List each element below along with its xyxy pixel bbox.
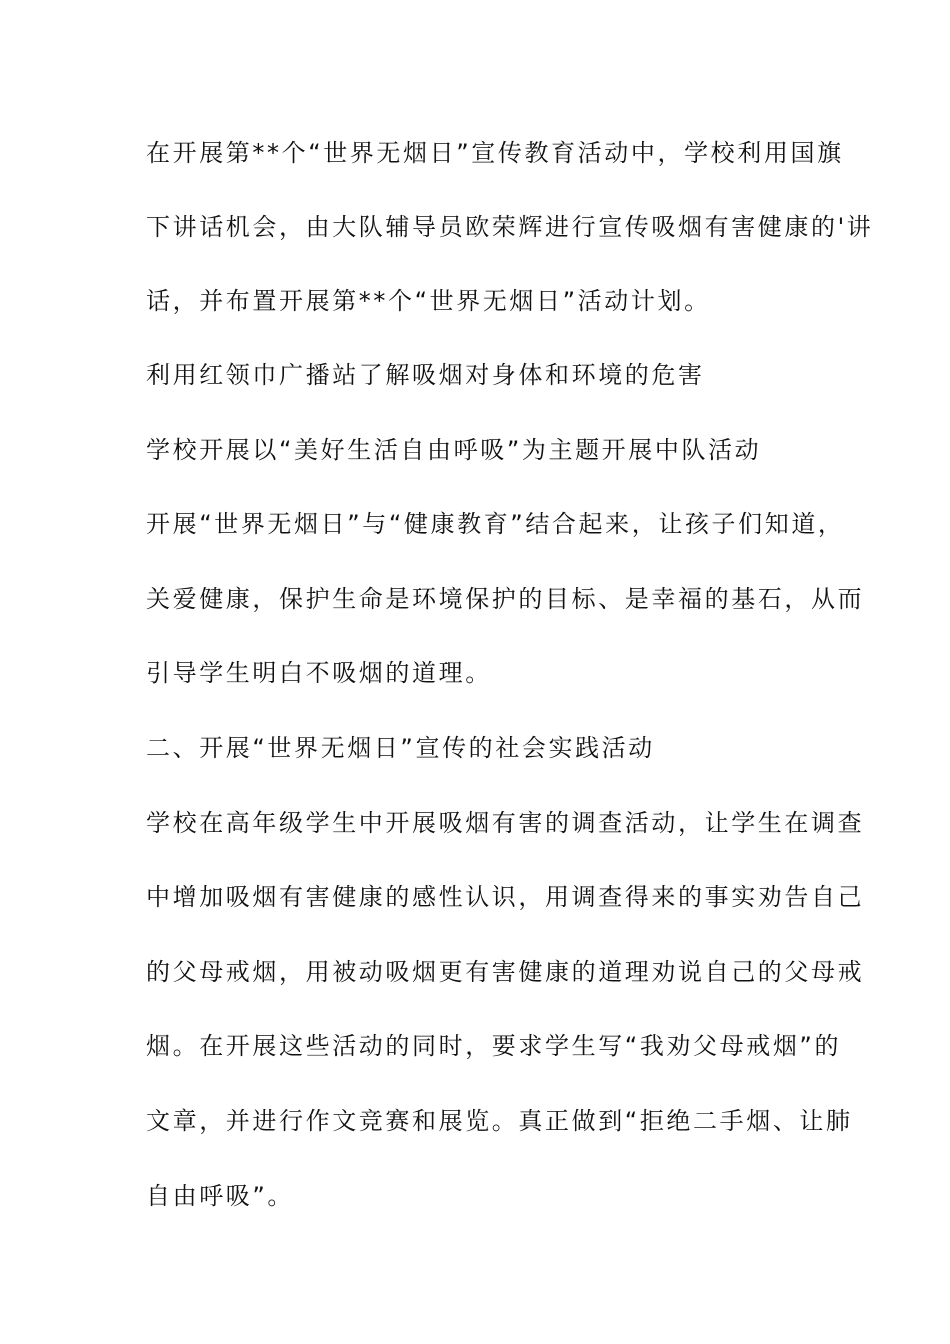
text-line: 的父母戒烟，用被动吸烟更有害健康的道理劝说自己的父母戒 [146, 958, 865, 986]
text-line: 文章，并进行作文竞赛和展览。真正做到“拒绝二手烟、让肺 [146, 1107, 853, 1135]
text-line: 利用红领巾广播站了解吸烟对身体和环境的危害 [146, 361, 705, 389]
text-line: 开展“世界无烟日”与“健康教育”结合起来，让孩子们知道， [146, 510, 845, 538]
text-line: 在开展第**个“世界无烟日”宣传教育活动中，学校利用国旗 [146, 139, 844, 167]
text-line: 烟。在开展这些活动的同时，要求学生写“我劝父母戒烟”的 [146, 1032, 842, 1060]
text-line: 下讲话机会，由大队辅导员欧荣辉进行宣传吸烟有害健康的'讲 [146, 213, 874, 241]
text-line: 中增加吸烟有害健康的感性认识，用调查得来的事实劝告自己 [146, 883, 865, 911]
text-line: 学校开展以“美好生活自由呼吸”为主题开展中队活动 [146, 436, 762, 464]
text-line: 关爱健康，保护生命是环境保护的目标、是幸福的基石，从而 [146, 585, 865, 613]
section-heading: 二、开展“世界无烟日”宣传的社会实践活动 [146, 734, 655, 762]
text-line: 自由呼吸”。 [146, 1182, 295, 1210]
text-line: 学校在高年级学生中开展吸烟有害的调查活动，让学生在调查 [146, 809, 865, 837]
text-line: 引导学生明白不吸烟的道理。 [146, 659, 492, 687]
text-line: 话，并布置开展第**个“世界无烟日”活动计划。 [146, 287, 711, 315]
